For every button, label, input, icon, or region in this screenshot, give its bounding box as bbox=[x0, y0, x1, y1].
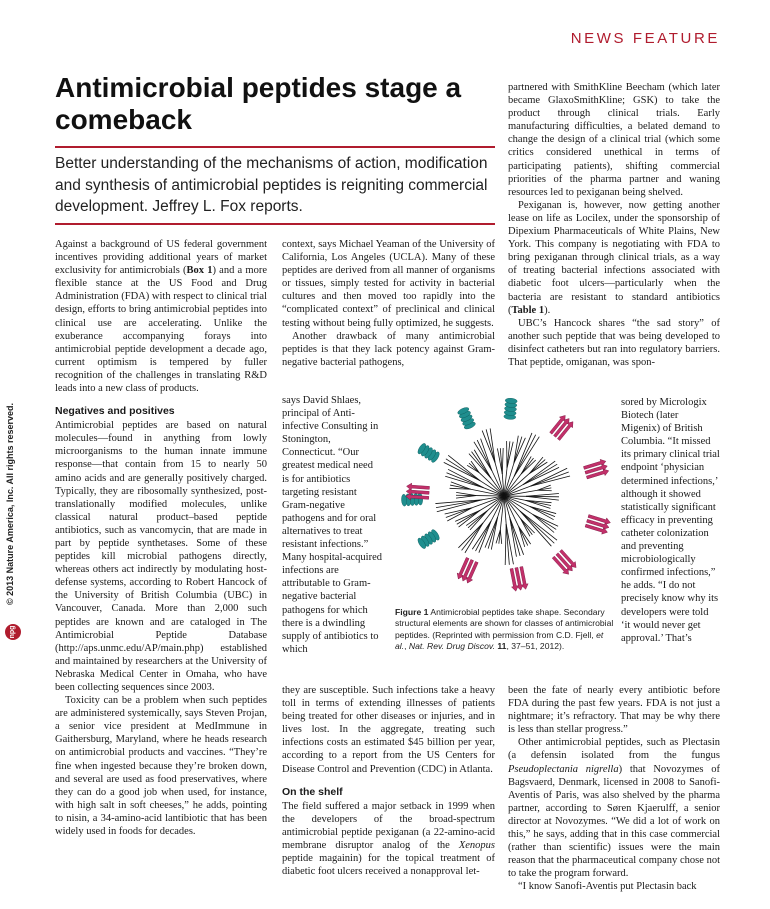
col2-paragraph-2: Another drawback of many antimicrobial peptides is that they lack potency against Gram-negative bacterial pathogens, bbox=[282, 330, 495, 368]
tree-leaf bbox=[456, 496, 476, 499]
tree-leaf bbox=[530, 476, 570, 486]
box-1-ref[interactable]: Box 1 bbox=[186, 265, 213, 277]
col2-paragraph-2-end: they are susceptible. Such infections take a heavy toll in terms of extending illnesses of patients being treated for other diseases or injuries, and in lives lost. In the aggregate, treating such infections costs an estimated $45 billion per year, according to a report from the US Centers for Disease Control and Prevention (CDC) in Atlanta. bbox=[282, 685, 495, 775]
tree-leaf bbox=[502, 448, 503, 474]
tree-leaf bbox=[505, 524, 506, 565]
tree-branch bbox=[479, 473, 504, 496]
col1-paragraph-2: Antimicrobial peptides are based on natural molecules—found in anything from lowly microorganisms to the human innate immune response—that contain from 15 to nearly 50 amino acids and are generally positively charged. Typically, they are ribosomally synthesized, post-translationally modified molecules, unlike classical natural product–based peptide antibiotics, such as vancomycin, that are made in part by peptide synthetases. Some of these peptides kill microbial pathogens directly, whereas others act indirectly by modulating host-defense systems, according to Robert Hancock of the University of British Columbia (UBC) in Vancouver, Canada. More than 2,000 such peptides are known and are cataloged in The Antimicrobial Peptide Database (http://aps.unmc.edu/AP/main.php) established and maintained by researchers at the University of Nebraska Medical Center in Omaha, who have been collecting sequences since 2003. bbox=[55, 420, 267, 693]
tree-leaf bbox=[507, 442, 513, 468]
heading-on-the-shelf: On the shelf bbox=[282, 785, 343, 798]
col3-paragraph-3: UBC’s Hancock shares “the sad story” of another such peptide that was being developed to disinfect catheters but ran into regulatory barriers. That peptide, omiganan, was spon- bbox=[508, 317, 720, 368]
col3-paragraph-3-wrap: sored by Micrologix Biotech (later Migenix) of British Columbia. “It missed its primary clinical trial endpoint ‘physician determined infections,’ although it showed statistically significant efficacy in preventing catheter colonization and preventing microbiologically confirmed infections,” he adds. “I do not precisely know why its developers were told ‘it would never get approval.’ That’s bbox=[621, 397, 720, 644]
column-3-top bbox=[508, 81, 720, 369]
tree-leaf bbox=[526, 494, 559, 497]
phylogenetic-tree bbox=[435, 428, 570, 565]
col2-paragraph-2-wrap: says David Shlaes, principal of Anti-infective Consulting in Stonington, Connecticut. “Our greatest medical need is for antibiotics targeting resistant Gram-negative pathogens and for oral alternatives to treat resistant infections.” Many hospital-acquired infections are attributable to Gram-negative bacterial pathogens for which there is a dwindling supply of antibiotics to which bbox=[282, 395, 383, 655]
standfirst: Better understanding of the mechanisms of action, modification and synthesis of antimicrobial peptides is reigniting commercial development. Jeffrey L. Fox reports. bbox=[55, 155, 488, 215]
beta-sheet-icon bbox=[508, 566, 529, 592]
tree-leaf bbox=[519, 527, 531, 544]
headline-rule bbox=[55, 146, 495, 148]
tree-leaf bbox=[506, 524, 513, 564]
standfirst-rule bbox=[55, 223, 495, 225]
col3-paragraph-3-end: been the fate of nearly every antibiotic before FDA during the past few years. FDA is not just a nightmare; it’s refractory. That may be why there is less than stellar progress.” bbox=[508, 685, 720, 736]
column-2-top bbox=[282, 238, 495, 369]
beta-sheet-icon bbox=[584, 513, 611, 536]
tree-leaf bbox=[507, 441, 510, 468]
tree-leaf bbox=[477, 440, 492, 471]
tree-leaf bbox=[500, 530, 501, 544]
column-3-wrap bbox=[621, 396, 720, 645]
tree-leaf bbox=[530, 507, 556, 514]
column-1 bbox=[55, 238, 267, 838]
beta-sheet-icon bbox=[455, 557, 480, 585]
tree-leaf bbox=[533, 514, 557, 529]
tree-leaf bbox=[471, 461, 479, 473]
tree-leaf bbox=[506, 524, 509, 565]
col2-paragraph-3: The field suffered a major setback in 1999 when the developers of the broad-spectrum antimicrobial peptide pexiganan (a 22-amino-acid membrane disruptor analog of the Xenopus peptide magainin) for the topical treatment of diabetic foot ulcers received a nonapproval let- bbox=[282, 800, 495, 878]
tree-leaf bbox=[514, 437, 539, 477]
heading-negatives-positives: Negatives and positives bbox=[55, 405, 175, 418]
database-link[interactable]: http://aps.unmc.edu/AP/main.php bbox=[58, 642, 200, 654]
alpha-helix-icon bbox=[416, 442, 440, 463]
alpha-helix-icon bbox=[401, 493, 423, 506]
tree-leaf bbox=[468, 511, 487, 528]
beta-sheet-icon bbox=[551, 548, 579, 576]
column-2-bottom bbox=[282, 684, 495, 878]
figure-1-caption: Figure 1 Antimicrobial peptides take shape. Secondary structural elements are shown for classes of antimicrobial peptides. (Reprinted with permission from C.D. Fjell, et al., Nat. Rev. Drug Discov. 11, 37–51, 2012). bbox=[395, 607, 614, 652]
copyright-notice: © 2013 Nature America, Inc. All rights reserved. bbox=[5, 402, 15, 605]
figure-1-image bbox=[388, 396, 620, 603]
headline: Antimicrobial peptides stage a comeback bbox=[55, 72, 462, 135]
col1-paragraph-3: Toxicity can be a problem when such peptides are administered systemically, says Steven Projan, a senior vice president at MedImmune in Gaithersburg, Maryland, where he heads research on antimicrobial products and vaccines. “They’re fine when ingested because they’re broken down, and several are used as food preservatives, where they can do a good job when used, for instance, with high salt in soft cheeses,” he adds, pointing to nisin, a 34-amino-acid lantibiotic that has been widely used in foods for decades. bbox=[55, 695, 267, 838]
tree-leaf bbox=[529, 460, 545, 474]
tree-leaf bbox=[491, 517, 497, 549]
column-2-wrap bbox=[282, 394, 382, 656]
table-1-ref[interactable]: Table 1 bbox=[511, 304, 545, 316]
tree-leaf bbox=[530, 472, 568, 486]
tree-leaf bbox=[469, 463, 479, 473]
col3-paragraph-1: partnered with SmithKline Beecham (which later became GlaxoSmithKline; GSK) to take the product through clinical trials. Early manufacturing difficulties, a belated demand to change the design of a clinical trial (which some critics considered unethical in terms of participating patients), shifting commercial priorities of the pharma partner and waning resources led to pexiganan being shelved. bbox=[508, 82, 720, 198]
beta-sheet-icon bbox=[548, 413, 576, 442]
figure-label: Figure 1 bbox=[395, 607, 429, 617]
col1-paragraph-1: Against a background of US federal government incentives providing additional years of market exclusivity for antimicrobials (Box 1) and a more flexible stance at the US Food and Drug Administration (FDA) with respect to clinical trial design, efforts to bring antimicrobial peptides into clinical use are accelerating. Unlike the exuberance accompanying forays into antimicrobial peptide development a decade ago, current optimism is tempered by fuller recognition of the challenges in translating R&D leads into a new class of products. bbox=[55, 239, 267, 395]
alpha-helix-icon bbox=[457, 406, 477, 430]
section-label: NEWS FEATURE bbox=[570, 30, 720, 47]
col2-paragraph-1: context, says Michael Yeaman of the University of California, Los Angeles (UCLA). Many of these peptides are derived from all manner of organisms or tissues, simply tested for activity in bacterial cultures and then moved too rapidly into the “complicated context” of preclinical and clinical testing without being fully optimized, he suggests. bbox=[282, 239, 495, 329]
col3-paragraph-2: Pexiganan is, however, now getting another lease on life as Locilex, under the sponsorship of Dipexium Pharmaceuticals of White Plains, New York. This company is negotiating with FDA to bring pexiganan through clinical trials, as a way of treating bacterial infections associated with diabetic foot ulcers—particularly when the bacteria are resistant to standard antibiotics (Table 1). bbox=[508, 199, 720, 316]
alpha-helix-icon bbox=[504, 398, 518, 420]
col3-paragraph-4: Other antimicrobial peptides, such as Plectasin (a defensin isolated from the fungus Pseudoplectania nigrella) that Novozymes of Bagsvaerd, Denmark, licensed in 2008 to Sanofi-Aventis of Paris, was also shelved by the pharma partner, according to Søren Kjaerulff, a senior director at Novozymes. “We did a lot of work on this,” he says, adding that in this case commercial (rather than scientific) issues were the main reason that the pharmaceutical company chose not to take the program forward. bbox=[508, 737, 720, 880]
tree-leaf bbox=[488, 517, 498, 549]
col3-paragraph-5: “I know Sanofi-Aventis put Plectasin back bbox=[518, 881, 697, 893]
npg-logo: npg bbox=[5, 624, 21, 640]
beta-sheet-icon bbox=[583, 458, 610, 481]
tree-leaf bbox=[444, 462, 481, 481]
beta-sheet-icon bbox=[406, 483, 430, 502]
alpha-helix-icon bbox=[416, 528, 440, 549]
column-3-bottom bbox=[508, 684, 720, 894]
